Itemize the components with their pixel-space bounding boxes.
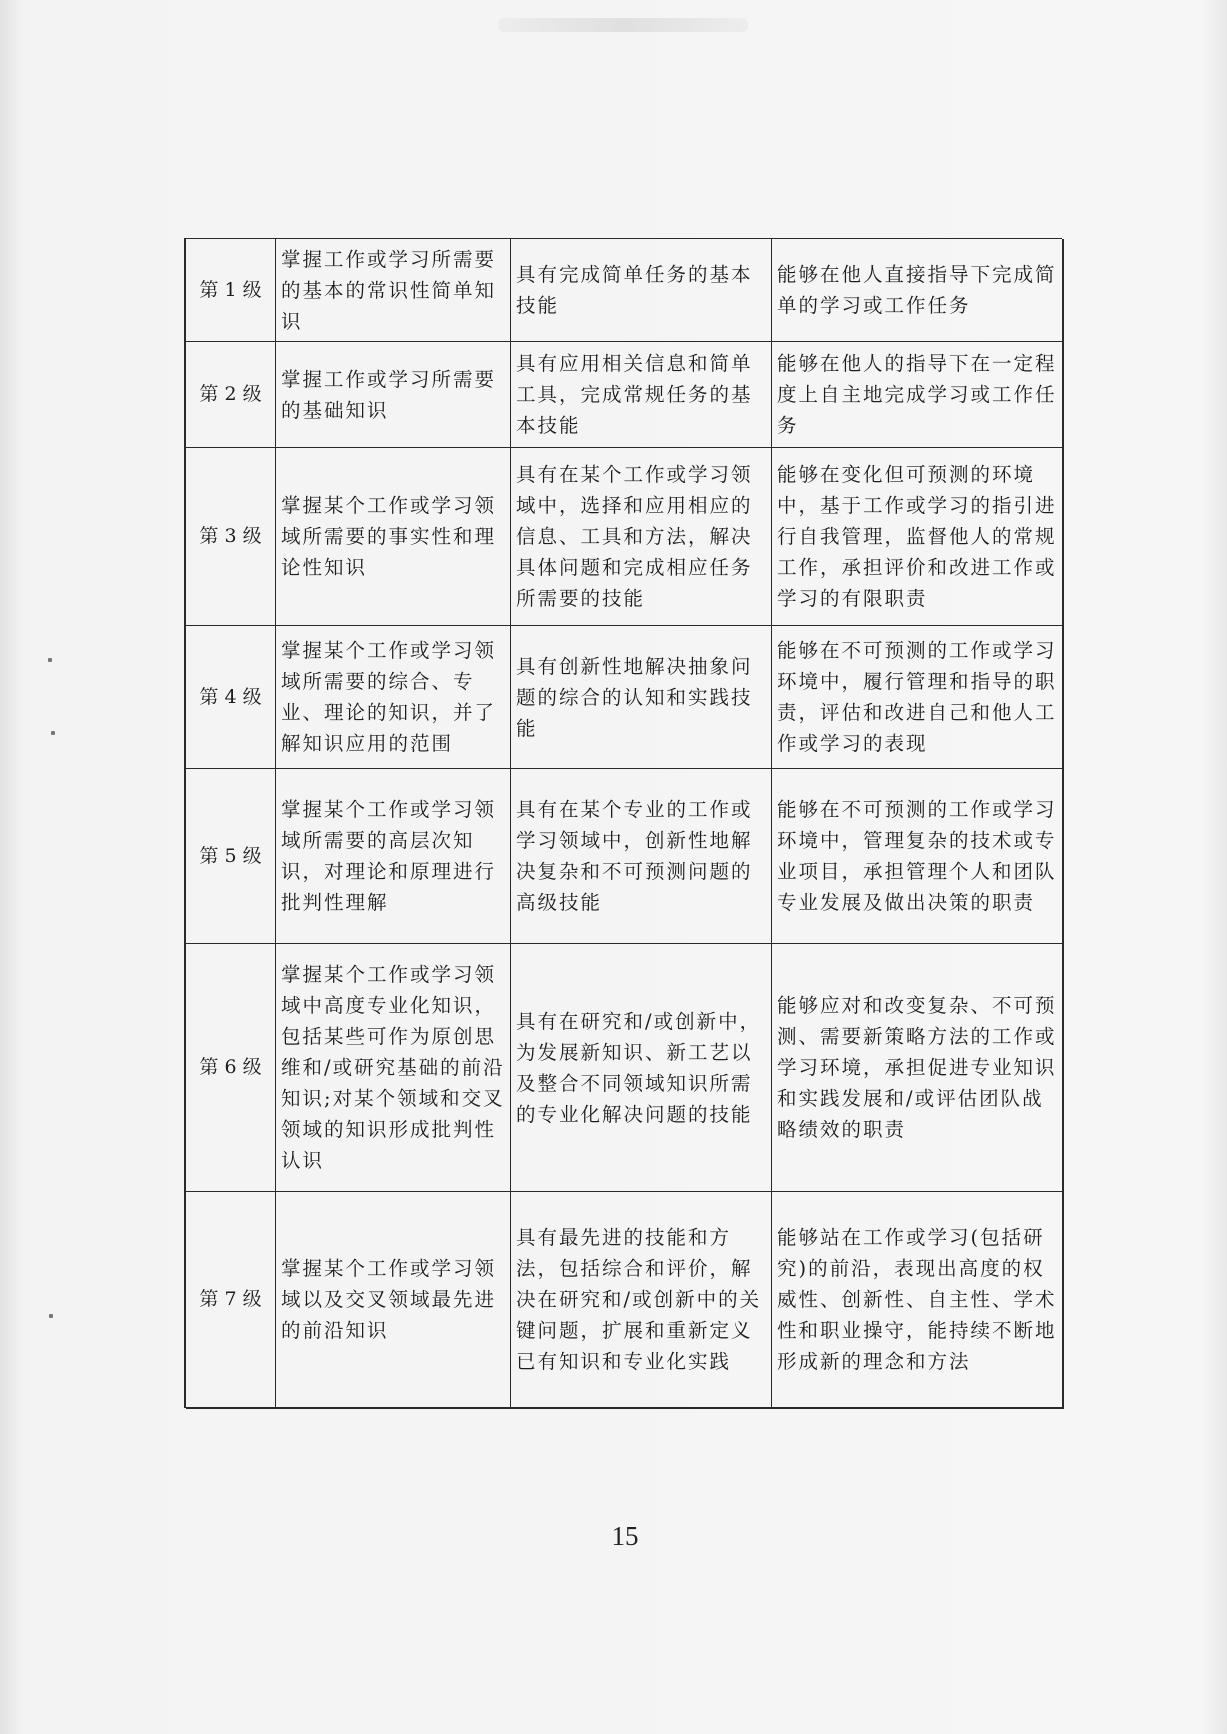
skills-cell: 具有应用相关信息和简单工具，完成常规任务的基本技能 <box>511 342 772 448</box>
qualification-levels-table <box>184 238 1062 1408</box>
competence-cell: 能够站在工作或学习(包括研究)的前沿，表现出高度的权威性、创新性、自主性、学术性和职业操守，能持续不断地形成新的理念和方法 <box>772 1192 1064 1409</box>
level-cell: 第 6 级 <box>186 944 276 1192</box>
competence-cell: 能够应对和改变复杂、不可预测、需要新策略方法的工作或学习环境，承担促进专业知识和实践发展和/或评估团队战略绩效的职责 <box>772 944 1064 1192</box>
scan-speck <box>48 658 52 662</box>
skills-cell: 具有完成简单任务的基本技能 <box>511 239 772 342</box>
knowledge-cell: 掌握某个工作或学习领域所需要的事实性和理论性知识 <box>276 448 511 626</box>
knowledge-cell: 掌握某个工作或学习领域以及交叉领域最先进的前沿知识 <box>276 1192 511 1409</box>
level-cell: 第 3 级 <box>186 448 276 626</box>
level-cell: 第 4 级 <box>186 626 276 769</box>
competence-cell: 能够在他人的指导下在一定程度上自主地完成学习或工作任务 <box>772 342 1064 448</box>
competence-cell: 能够在他人直接指导下完成简单的学习或工作任务 <box>772 239 1064 342</box>
header-bleed-through <box>498 18 748 32</box>
knowledge-cell: 掌握某个工作或学习领域所需要的高层次知识，对理论和原理进行批判性理解 <box>276 769 511 944</box>
skills-cell: 具有在某个工作或学习领域中，选择和应用相应的信息、工具和方法，解决具体问题和完成相应任务所需要的技能 <box>511 448 772 626</box>
level-cell: 第 1 级 <box>186 239 276 342</box>
skills-cell: 具有创新性地解决抽象问题的综合的认知和实践技能 <box>511 626 772 769</box>
level-cell: 第 5 级 <box>186 769 276 944</box>
skills-cell: 具有在某个专业的工作或学习领域中，创新性地解决复杂和不可预测问题的高级技能 <box>511 769 772 944</box>
knowledge-cell: 掌握某个工作或学习领域中高度专业化知识，包括某些可作为原创思维和/或研究基础的前沿知识;对某个领域和交叉领域的知识形成批判性认识 <box>276 944 511 1192</box>
level-cell: 第 7 级 <box>186 1192 276 1409</box>
competence-cell: 能够在不可预测的工作或学习环境中，管理复杂的技术或专业项目，承担管理个人和团队专业发展及做出决策的职责 <box>772 769 1064 944</box>
scan-speck <box>51 731 55 735</box>
skills-cell: 具有最先进的技能和方法，包括综合和评价，解决在研究和/或创新中的关键问题，扩展和重新定义已有知识和专业化实践 <box>511 1192 772 1409</box>
scan-speck <box>49 1314 53 1318</box>
competence-cell: 能够在不可预测的工作或学习环境中，履行管理和指导的职责，评估和改进自己和他人工作或学习的表现 <box>772 626 1064 769</box>
knowledge-cell: 掌握某个工作或学习领域所需要的综合、专业、理论的知识，并了解知识应用的范围 <box>276 626 511 769</box>
competence-cell: 能够在变化但可预测的环境中，基于工作或学习的指引进行自我管理，监督他人的常规工作，承担评价和改进工作或学习的有限职责 <box>772 448 1064 626</box>
knowledge-cell: 掌握工作或学习所需要的基础知识 <box>276 342 511 448</box>
skills-cell: 具有在研究和/或创新中，为发展新知识、新工艺以及整合不同领域知识所需的专业化解决问题的技能 <box>511 944 772 1192</box>
knowledge-cell: 掌握工作或学习所需要的基本的常识性简单知识 <box>276 239 511 342</box>
page-number: 15 <box>611 1521 639 1551</box>
level-cell: 第 2 级 <box>186 342 276 448</box>
